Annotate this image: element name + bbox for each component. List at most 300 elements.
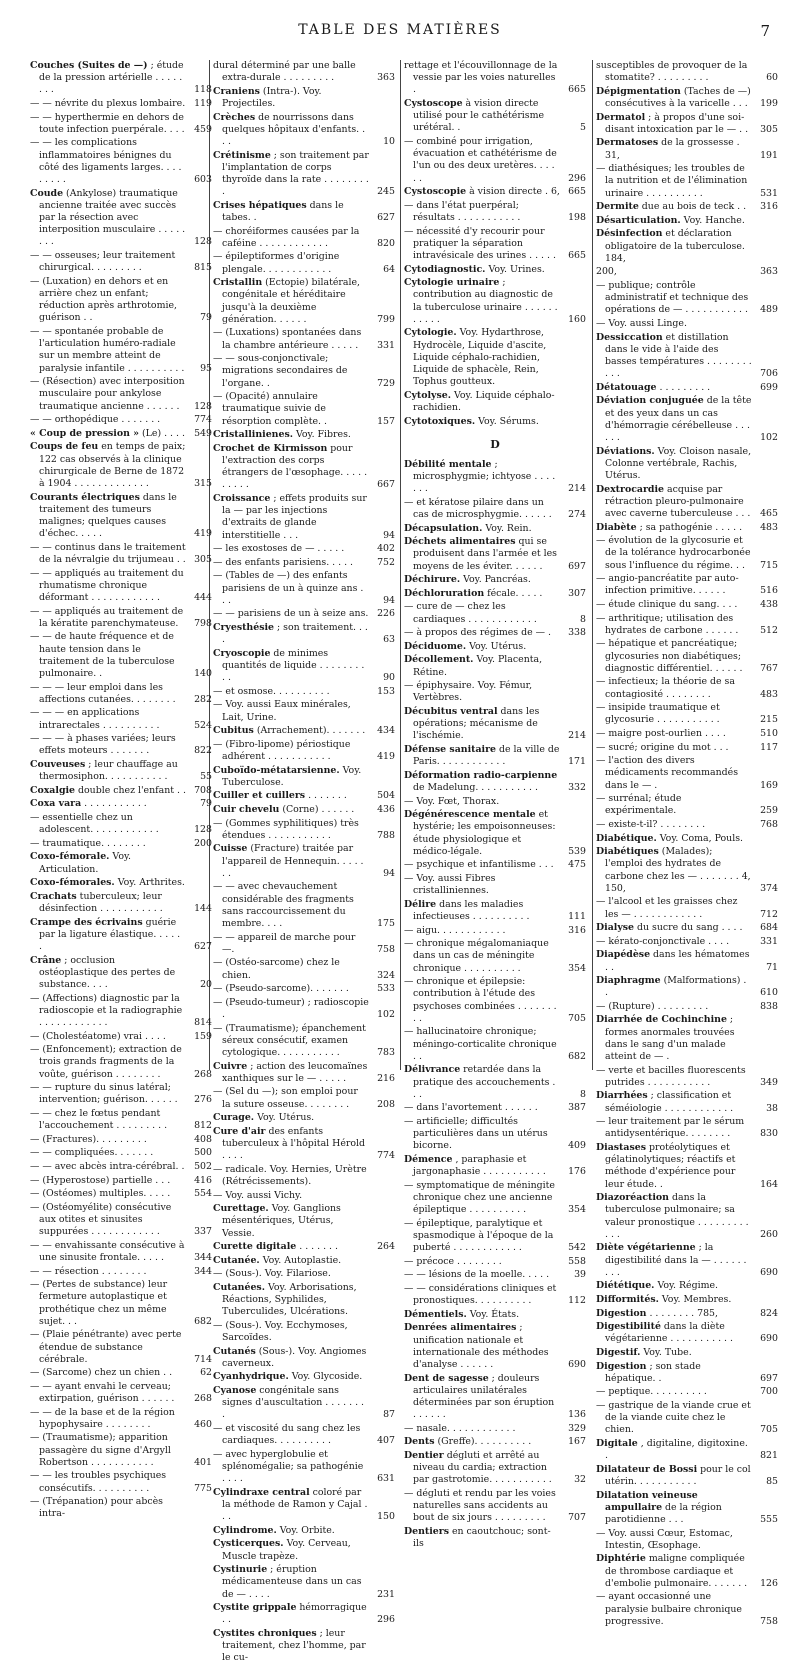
entry-text: — (Pertes de substance) leur fermeture autoplastique et prothétique chez un même sujet. . .: [30, 1279, 168, 1327]
entry-text: — (Trépanation) pour abcès intra-: [30, 1496, 163, 1520]
index-entry: [30, 1407, 212, 1431]
entry-page-number: 542: [568, 1242, 586, 1254]
entry-text: — — appliqués au traitement de la kératite parenchymateuse.: [30, 605, 184, 629]
entry-page-number: 216: [377, 1072, 395, 1084]
entry-term: Digestion: [596, 1307, 647, 1319]
index-entry: [30, 877, 212, 889]
index-entry: [596, 1142, 778, 1191]
entry-text: — chronique mégalomaniaque dans un cas de méningite chronique . . . . . . . . . .: [404, 938, 549, 974]
entry-term: Défense sanitaire: [404, 743, 497, 755]
entry-page-number: 94: [383, 594, 395, 606]
index-entry: [404, 641, 586, 653]
index-entry: [404, 226, 586, 263]
entry-page-number: 214: [568, 730, 586, 742]
entry-text: . . . . . . . . .: [659, 381, 711, 393]
index-entry: [30, 1134, 212, 1146]
entry-text: — — continus dans le traitement de la névralgie du trijumeau . .: [30, 541, 186, 565]
entry-text: — Voy. aussi Cœur, Estomac, Intestin, Œsophage.: [596, 1527, 733, 1551]
entry-page-number: 176: [568, 1166, 586, 1178]
index-entry: [596, 201, 778, 213]
entry-text: ; son traitement. . . .: [222, 621, 368, 646]
entry-page-number: 502: [194, 1160, 212, 1172]
index-entry: [596, 332, 778, 381]
index-entry: [213, 983, 395, 995]
index-entry: [213, 1487, 395, 1524]
entry-text: — à propos des régimes de — .: [404, 627, 551, 639]
entry-term: Décollement.: [404, 654, 474, 666]
entry-term: Cyanhydrique.: [213, 1371, 289, 1383]
index-entry: [30, 955, 212, 992]
entry-text: de nourrissons dans quelques hôpitaux d'enfants. . . .: [222, 111, 366, 147]
entry-text: pour l'extraction des corps étrangers de l'œsophage. . . . . . . . . .: [222, 442, 368, 491]
index-entry: [30, 759, 212, 783]
entry-text: — Voy. aussi Vichy.: [213, 1189, 303, 1201]
entry-page-number: 767: [760, 662, 778, 674]
entry-term: Couches (Suites de —): [30, 60, 148, 71]
entry-page-number: 296: [568, 172, 586, 184]
entry-text: — combiné pour irrigation, évacuation et cathétérisme de l'un ou des deux uretères. . . . . .: [404, 136, 557, 184]
index-entry: [596, 922, 778, 934]
entry-text: et hystérie; les empoisonneuses: étude physiologique et médico-légale.: [413, 809, 556, 857]
page-number: 7: [760, 22, 770, 40]
entry-term: Crâne: [30, 954, 62, 966]
entry-text: — Voy. aussi Eaux minérales, Lait, Urine.: [213, 699, 351, 723]
index-entry: [30, 414, 212, 426]
entry-page-number: 111: [568, 910, 586, 922]
entry-text: — infectieux; la théorie de sa contagiosité . . . . . . . .: [596, 676, 735, 700]
index-entry: [404, 706, 586, 743]
entry-text: ; étude de la pression artérielle . . . . . . . .: [39, 60, 184, 96]
entry-text: Voy. Sérums.: [478, 415, 539, 427]
index-entry: [30, 250, 212, 274]
index-entry: [404, 200, 586, 224]
entry-term: Cristallin: [213, 277, 263, 289]
entry-text: congénitale sans signes d'auscultation . . . . . . . .: [222, 1385, 365, 1421]
index-entry: [596, 1242, 778, 1279]
index-entry: [30, 838, 212, 850]
index-entry: [213, 1164, 395, 1188]
index-entry: [596, 1280, 778, 1292]
entry-page-number: 315: [194, 478, 212, 489]
entry-text: Voy. Tube.: [643, 1347, 692, 1359]
entry-page-number: 631: [377, 1473, 395, 1485]
index-entry: [404, 416, 586, 428]
entry-page-number: 157: [377, 415, 395, 427]
entry-text: à vision directe . 6,: [469, 186, 560, 198]
index-entry: [30, 1381, 212, 1405]
entry-text: guérie par la ligature élastique. . . . . .: [39, 916, 181, 952]
index-entry: [213, 1449, 395, 1486]
index-entry: [30, 682, 212, 706]
entry-term: Cysticerques.: [213, 1538, 284, 1550]
index-entry: [404, 1283, 586, 1307]
entry-text: ; éruption médicamenteuse dans un cas de — . . . .: [222, 1564, 362, 1600]
entry-term: Déchirure.: [404, 574, 461, 586]
entry-page-number: 87: [383, 1409, 395, 1421]
entry-page-number: 830: [760, 1128, 778, 1140]
entry-text: — arthritique; utilisation des hydrates de carbone . . . . . .: [596, 612, 739, 636]
index-entry: [596, 446, 778, 483]
entry-term: Diarrhées: [596, 1090, 648, 1102]
index-entry: [404, 976, 586, 1025]
entry-term: Cuisse: [213, 843, 248, 855]
index-entry: [596, 833, 778, 845]
index-entry: [596, 137, 778, 161]
entry-text: ; son traitement par l'implantation de corps thyroïde dans la rate . . . . . . . . .: [222, 149, 369, 198]
entry-term: Déchets alimentaires: [404, 536, 516, 548]
index-entry: [404, 186, 586, 198]
entry-page-number: 344: [194, 1265, 212, 1277]
entry-text: — (Résection) avec interposition musculaire pour ankylose traumatique ancienne . . . . . .: [30, 376, 185, 412]
entry-term: Décapsulation.: [404, 522, 483, 534]
entry-page-number: 475: [568, 859, 586, 871]
index-entry: [213, 686, 395, 698]
entry-page-number: 705: [760, 1424, 778, 1436]
index-column-2: [213, 60, 395, 1664]
entry-page-number: 665: [568, 186, 586, 198]
index-entry: [404, 523, 586, 535]
index-entry: [404, 1180, 586, 1217]
index-entry: [213, 648, 395, 685]
index-entry: [30, 1031, 212, 1043]
entry-page-number: 419: [377, 750, 395, 762]
index-entry: [404, 809, 586, 858]
index-entry: [404, 1488, 586, 1525]
entry-page-number: 94: [383, 867, 395, 879]
entry-page-number: 136: [568, 1409, 586, 1421]
entry-text: — (Fractures). . . . . . . . .: [30, 1133, 147, 1145]
index-entry: [404, 536, 586, 573]
entry-term: Curage.: [213, 1112, 255, 1124]
entry-term: Digestion: [596, 1360, 647, 1372]
index-entry: [404, 1116, 586, 1153]
entry-text: — sucré; origine du mot . . .: [596, 741, 729, 753]
entry-page-number: 500: [194, 1147, 212, 1159]
index-entry: [404, 1154, 586, 1178]
entry-term: Cylindraxe central: [213, 1486, 310, 1498]
entry-term: Curette digitale: [213, 1241, 297, 1253]
entry-page-number: 363: [377, 72, 395, 84]
entry-page-number: 164: [760, 1178, 778, 1190]
index-entry: [596, 395, 778, 444]
entry-term: Dégénérescence mentale: [404, 809, 536, 821]
entry-term: Couveuses: [30, 758, 86, 770]
entry-page-number: 627: [377, 212, 395, 223]
index-entry: [404, 899, 586, 923]
entry-page-number: 815: [194, 262, 212, 274]
index-entry: [213, 957, 395, 981]
index-entry: [213, 622, 395, 646]
entry-text: — étude clinique du sang. . . .: [596, 598, 738, 610]
entry-text: dural déterminé par une balle extra-durale . . . . . . . . .: [213, 60, 356, 84]
entry-text: — surrénal; étude expérimentale.: [596, 793, 682, 817]
entry-page-number: 8: [580, 1088, 586, 1100]
index-entry: [404, 925, 586, 937]
entry-term: Cytotoxiques.: [404, 415, 476, 427]
entry-page-number: 402: [377, 543, 395, 555]
entry-text: — — sous-conjonctivale; migrations secondaires de l'organe. .: [213, 353, 348, 389]
entry-text: — — chez le fœtus pendant l'accouchement . . . . . . . . .: [30, 1107, 168, 1132]
entry-page-number: 144: [194, 902, 212, 914]
index-entry: [30, 1266, 212, 1278]
entry-text: ; sa pathogénie . . . . .: [639, 521, 743, 533]
entry-text: (Le) . . . .: [142, 427, 185, 439]
entry-page-number: 10: [383, 136, 395, 147]
entry-text: , paraphasie et jargonaphasie . . . . . . . . . . .: [413, 1153, 546, 1178]
index-entry: [213, 429, 395, 441]
index-entry: [404, 938, 586, 975]
entry-text: — verte et bacilles fluorescents putrides . . . . . . . . . . .: [596, 1064, 746, 1088]
index-entry: [404, 574, 586, 586]
entry-text: — (Ostéo-sarcome) chez le chien.: [213, 957, 340, 981]
entry-page-number: 71: [766, 961, 778, 973]
entry-term: Cystite grippale: [213, 1602, 297, 1614]
entry-text: Voy. Cloison nasale, Colonne vertébrale, Rachis, Utérus.: [605, 445, 752, 481]
index-entry: [30, 812, 212, 836]
entry-page-number: 245: [377, 186, 395, 198]
entry-term: Diabétiques: [596, 846, 659, 858]
index-entry: [596, 1001, 778, 1013]
index-entry: [213, 1282, 395, 1319]
index-column-3: [404, 60, 586, 1550]
entry-term: Déciduome.: [404, 640, 467, 652]
entry-page-number: 684: [760, 922, 778, 934]
index-entry: [213, 353, 395, 390]
index-entry: [404, 1269, 586, 1281]
index-entry: [30, 568, 212, 605]
entry-text: — (Opacité) annulaire traumatique suivie de résorption complète. .: [213, 391, 327, 427]
index-entry: [30, 542, 212, 566]
entry-term: Dessiccation: [596, 331, 663, 343]
entry-term: Dent de sagesse: [404, 1372, 489, 1384]
entry-text: — (Ostéomes) multiples. . . . .: [30, 1188, 171, 1200]
entry-text: Voy. Orbite.: [279, 1524, 335, 1536]
entry-text: . . . . . . . . 785,: [649, 1307, 718, 1319]
entry-term: Diététique.: [596, 1280, 655, 1292]
index-entry: [404, 1218, 586, 1255]
entry-page-number: 329: [568, 1422, 586, 1434]
entry-text: — maigre post-ourlien . . . .: [596, 727, 726, 739]
entry-text: — l'alcool et les graisses chez les — . . . . . . . . . . . .: [596, 896, 738, 920]
entry-text: hémorragique . .: [222, 1602, 367, 1626]
entry-text: double chez l'enfant . .: [78, 784, 186, 796]
entry-page-number: 715: [760, 559, 778, 571]
entry-term: Désarticulation.: [596, 214, 681, 226]
entry-page-number: 282: [194, 693, 212, 705]
index-entry: [213, 493, 395, 542]
entry-term: Crétinisme: [213, 149, 271, 161]
entry-term: Cylindrome.: [213, 1524, 277, 1536]
entry-text: Voy. Rein.: [485, 522, 532, 534]
entry-text: (Intra-). Voy. Projectiles.: [222, 85, 322, 109]
entry-page-number: 516: [760, 585, 778, 597]
entry-text: (Corne) . . . . . .: [282, 803, 355, 815]
index-entry: [30, 1202, 212, 1239]
index-entry: [596, 1065, 778, 1089]
entry-text: — et kératose pilaire dans un cas de microsphygmie. . . . . .: [404, 496, 552, 520]
entry-text: ; la digestibilité dans la — . . . . . . . . .: [605, 1242, 747, 1278]
entry-text: ; leur traitement, chez l'homme, par le cu-: [222, 1628, 366, 1664]
entry-page-number: 408: [194, 1133, 212, 1145]
entry-term: Cystoscope: [404, 98, 463, 109]
index-entry: [596, 819, 778, 831]
index-entry: [30, 112, 212, 136]
entry-page-number: 94: [383, 529, 395, 541]
entry-text: Voy. Hydarthrose, Hydrocèle, Liquide d'ascite, Liquide céphalo-rachidien, Liquide de sphacèle, Rein, Tophus goutteux.: [413, 327, 547, 388]
entry-term: Diaphragme: [596, 975, 661, 987]
entry-text: — (Pseudo-sarcome). . . . . . .: [213, 983, 349, 995]
entry-text: ; microsphygmie; ichtyose . . . . . . .: [413, 458, 556, 495]
entry-text: — — névrite du plexus lombaire.: [30, 98, 186, 109]
entry-text: — aigu. . . . . . . . . . . .: [404, 924, 506, 936]
entry-page-number: 824: [760, 1307, 778, 1319]
entry-text: — — orthopédique . . . . . . .: [30, 414, 161, 426]
entry-page-number: 79: [200, 312, 212, 324]
entry-page-number: 191: [760, 149, 778, 161]
entry-text: (Taches de —) consécutives à la varicelle . . .: [605, 85, 751, 109]
index-entry: [404, 1309, 586, 1321]
entry-page-number: 690: [568, 1358, 586, 1370]
index-entry: [30, 993, 212, 1030]
entry-page-number: 697: [568, 560, 586, 572]
entry-text: Voy. Placenta, Rétine.: [413, 654, 543, 678]
entry-text: Voy. Membres.: [661, 1294, 732, 1306]
index-entry: [404, 1373, 586, 1422]
index-entry: [213, 1346, 395, 1370]
index-entry: [404, 1256, 586, 1268]
entry-term: Cutanés: [213, 1345, 256, 1357]
entry-text: (Fracture) traitée par l'appareil de Hennequin. . . . . . .: [222, 843, 364, 879]
entry-text: — (Plaie pénétrante) avec perte étendue de substance cérébrale.: [30, 1329, 182, 1365]
entry-text: rettage et l'écouvillonnage de la vessie par les voies naturelles .: [404, 60, 558, 96]
column-divider: [400, 60, 401, 1070]
entry-page-number: 200: [194, 837, 212, 849]
index-entry: [213, 818, 395, 842]
entry-text: (Arrachement). . . . . . .: [256, 725, 366, 737]
entry-term: Crises hépatiques: [213, 199, 307, 211]
entry-term: Démence: [404, 1153, 453, 1165]
entry-text: Voy. Utérus.: [257, 1112, 315, 1124]
entry-page-number: 140: [194, 668, 212, 679]
entry-text: — (Sous-). Voy. Ecchymoses, Sarcoïdes.: [213, 1319, 348, 1344]
index-column-4: [596, 60, 778, 1627]
entry-page-number: 699: [760, 381, 778, 393]
entry-text: en caoutchouc; sont-ils: [413, 1525, 551, 1550]
entry-term: Délivrance: [404, 1064, 461, 1076]
entry-text: — — considérations cliniques et pronostiques. . . . . . . . . .: [404, 1282, 557, 1307]
index-entry: [404, 1450, 586, 1487]
entry-page-number: 374: [760, 882, 778, 894]
entry-page-number: 167: [568, 1436, 586, 1448]
entry-text: 200,: [596, 266, 617, 278]
entry-page-number: 260: [760, 1228, 778, 1240]
entry-page-number: 20: [200, 978, 212, 990]
entry-page-number: 344: [194, 1251, 212, 1263]
index-entry: [30, 492, 212, 541]
entry-term: Dents: [404, 1436, 435, 1448]
index-entry: [30, 707, 212, 731]
index-entry: [213, 86, 395, 110]
entry-text: pour le col utérin. . . . . . . . . . .: [605, 1463, 751, 1488]
index-entry: [596, 793, 778, 817]
index-entry: [30, 851, 212, 875]
entry-text: ; occlusion ostéoplastique des pertes de substance. . . .: [39, 954, 176, 990]
index-entry: [596, 535, 778, 572]
entry-text: Voy. États.: [469, 1308, 520, 1320]
entry-text: tuberculeux; leur désinfection . . . . . . . . . . .: [39, 890, 163, 914]
index-entry: [213, 1371, 395, 1383]
entry-page-number: 798: [194, 617, 212, 629]
entry-page-number: 305: [760, 123, 778, 135]
entry-text: ; contribution au diagnostic de la tuberculose urinaire . . . . . . . . . . .: [413, 277, 558, 325]
entry-page-number: 296: [377, 1614, 395, 1626]
entry-page-number: 682: [194, 1315, 212, 1327]
entry-text: — chronique et épilepsie: contribution à l'étude des psychoses combinées . . . . . . . . .: [404, 976, 557, 1024]
entry-text: — — compliquées. . . . . . .: [30, 1147, 154, 1159]
entry-term: Cytologie urinaire: [404, 277, 500, 289]
entry-page-number: 316: [760, 201, 778, 213]
entry-page-number: 118: [194, 84, 212, 96]
entry-page-number: 316: [568, 924, 586, 936]
entry-page-number: 8: [580, 613, 586, 625]
entry-text: — diathésiques; les troubles de la nutrition et de l'élimination urinaire . . . . . . . . . .: [596, 163, 748, 199]
entry-text: — (Ostéomyélite) consécutive aux otites et sinusites suppurées . . . . . . . . . . . .: [30, 1201, 172, 1238]
index-entry: [596, 522, 778, 534]
entry-page-number: 531: [760, 187, 778, 199]
entry-page-number: 697: [760, 1372, 778, 1384]
entry-term: Cytolyse.: [404, 389, 452, 401]
entry-text: — leur traitement par le sérum antidysentérique. . . . . . . .: [596, 1116, 745, 1140]
index-entry: [596, 484, 778, 521]
entry-text: des enfants tuberculeux à l'hôpital Hérold . . . .: [222, 1125, 365, 1162]
index-entry: [596, 638, 778, 675]
index-entry: [404, 1026, 586, 1063]
index-entry: [213, 443, 395, 492]
entry-text: Voy. Hanche.: [683, 214, 745, 226]
entry-page-number: 268: [194, 1068, 212, 1080]
index-entry: [404, 136, 586, 185]
index-entry: [404, 744, 586, 768]
index-entry: [30, 1367, 212, 1379]
entry-term: Cryesthésie: [213, 621, 275, 633]
index-entry: [596, 215, 778, 227]
entry-page-number: 337: [194, 1226, 212, 1238]
entry-text: — (Luxations) spontanées dans la chambre antérieure . . . . .: [213, 327, 362, 351]
entry-text: dans les maladies infectieuses . . . . . . . . . .: [413, 898, 530, 922]
index-entry: [596, 742, 778, 754]
index-entry: [213, 881, 395, 930]
index-entry: [596, 86, 778, 110]
entry-text: — ayant occasionné une paralysie bulbaire chronique progressive.: [596, 1591, 742, 1627]
index-entry: [596, 1347, 778, 1359]
page-title: TABLE DES MATIÈRES: [298, 22, 502, 38]
entry-text: — — appliqués au traitement du rhumatisme chronique déformant . . . . . . . . . . . .: [30, 567, 184, 603]
entry-page-number: 79: [200, 798, 212, 810]
entry-text: dégluti et arrêté au niveau du cardia; extraction par gastrotomie. . . . . . . . . . .: [413, 1449, 552, 1486]
entry-term: Diabétique.: [596, 832, 657, 844]
entry-page-number: 682: [568, 1050, 586, 1062]
entry-page-number: 150: [377, 1511, 395, 1523]
entry-text: — (Cholestéatome) vrai . . . .: [30, 1030, 166, 1042]
entry-term: Croissance: [213, 492, 271, 504]
entry-text: — traumatique. . . . . . . .: [30, 837, 146, 849]
index-entry: [596, 728, 778, 740]
entry-text: — (Rupture) . . . . . . . . .: [596, 1000, 709, 1012]
entry-page-number: 160: [568, 313, 586, 325]
entry-text: Voy. Autoplastie.: [262, 1254, 342, 1266]
entry-text: — l'action des divers médicaments recommandés dans le — .: [596, 755, 739, 791]
entry-page-number: 533: [377, 983, 395, 995]
